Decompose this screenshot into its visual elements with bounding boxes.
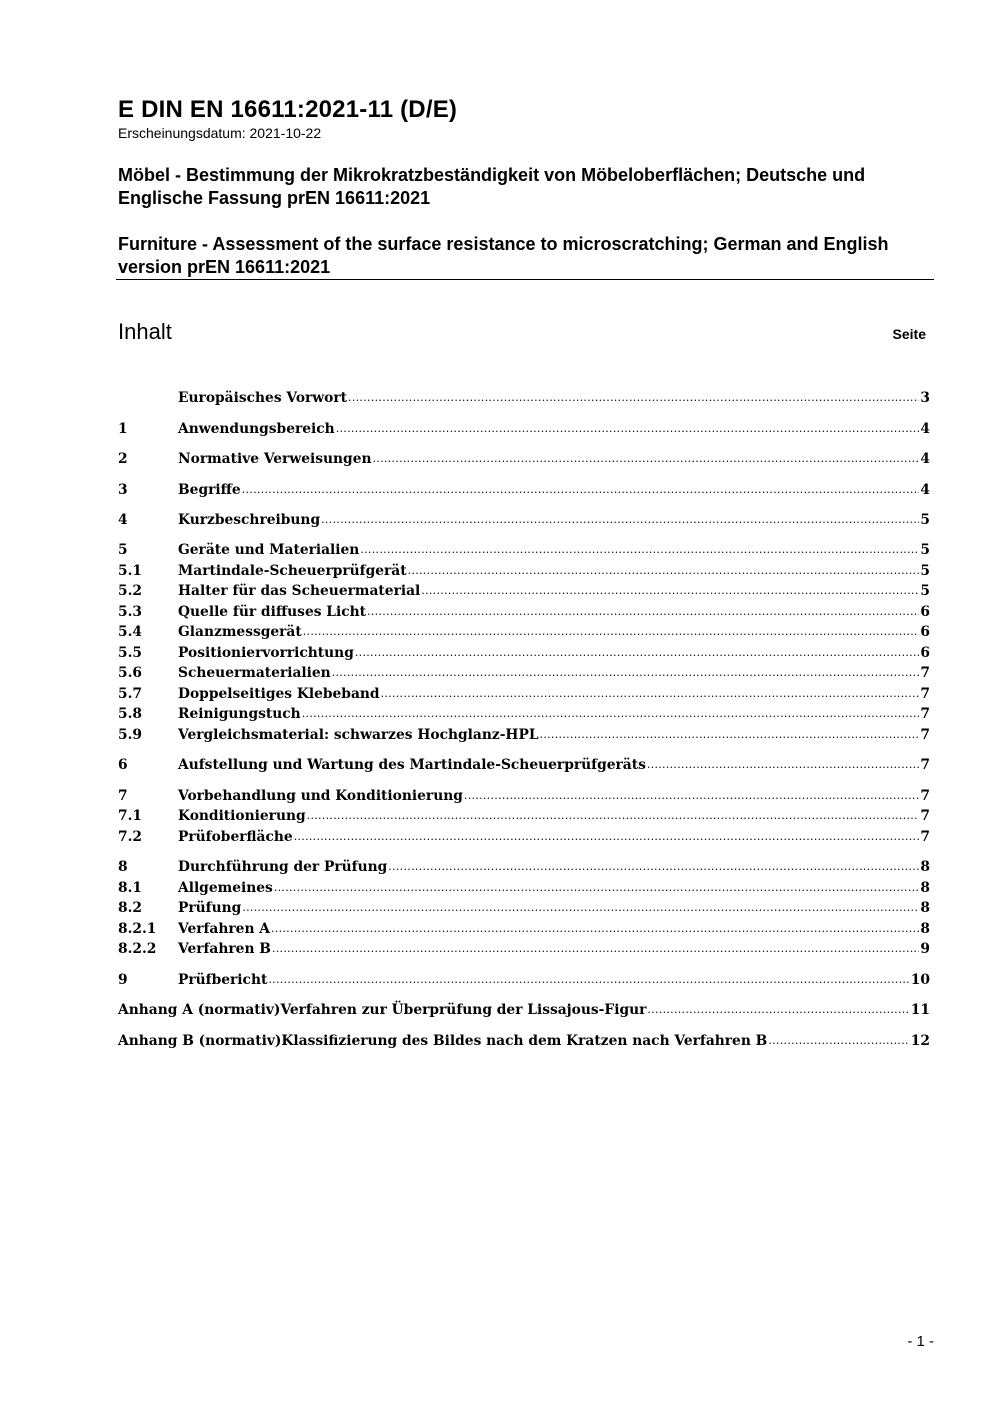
toc-entry-page: 7 bbox=[920, 686, 930, 702]
toc-dot-leader bbox=[373, 450, 920, 468]
toc-dot-leader bbox=[242, 899, 919, 917]
toc-entry-number: 5.6 bbox=[118, 665, 143, 681]
toc-dot-leader bbox=[303, 623, 920, 641]
toc-entry[interactable] bbox=[118, 999, 930, 1019]
toc-entry-page: 5 bbox=[920, 512, 930, 528]
toc-entry-title: Kurzbeschreibung bbox=[178, 512, 321, 528]
toc-entry[interactable] bbox=[118, 683, 930, 703]
toc-entry[interactable] bbox=[118, 418, 930, 438]
toc-dot-leader bbox=[321, 511, 919, 529]
toc-entry-title: Verfahren A bbox=[178, 921, 270, 937]
toc-entry-number: 5.1 bbox=[118, 563, 143, 579]
toc-entry-title: Halter für das Scheuermaterial bbox=[178, 583, 421, 599]
document-id: E DIN EN 16611:2021-11 (D/E) bbox=[118, 96, 458, 123]
toc-entry[interactable] bbox=[118, 805, 930, 825]
toc-entry-page: 6 bbox=[920, 604, 930, 620]
toc-entry-title: Aufstellung und Wartung des Martindale-Scheuerprüfgeräts bbox=[178, 757, 646, 773]
toc-entry-title: Verfahren B bbox=[178, 941, 271, 957]
toc-entry-number: 5.5 bbox=[118, 645, 143, 661]
toc-dot-leader bbox=[242, 481, 920, 499]
toc-dot-leader bbox=[307, 807, 920, 825]
toc-entry[interactable] bbox=[118, 509, 930, 529]
toc-dot-leader bbox=[647, 1001, 909, 1019]
toc-entry[interactable] bbox=[118, 856, 930, 876]
toc-entry[interactable] bbox=[118, 560, 930, 580]
toc-entry-number: 9 bbox=[118, 972, 128, 988]
toc-dot-leader bbox=[302, 705, 920, 723]
toc-entry[interactable] bbox=[118, 724, 930, 744]
toc-dot-leader bbox=[388, 858, 919, 876]
toc-entry-page: 7 bbox=[920, 757, 930, 773]
toc-entry-title: Martindale-Scheuerprüfgerät bbox=[178, 563, 407, 579]
toc-entry[interactable] bbox=[118, 662, 930, 682]
toc-entry-title: Scheuermaterialien bbox=[178, 665, 331, 681]
toc-entry-number: 8.2 bbox=[118, 900, 143, 916]
toc-entry-number: 2 bbox=[118, 451, 128, 467]
toc-dot-leader bbox=[268, 971, 909, 989]
toc-entry-page: 11 bbox=[910, 1002, 930, 1018]
toc-entry-title: Europäisches Vorwort bbox=[178, 390, 348, 406]
toc-entry[interactable] bbox=[118, 387, 930, 407]
title-divider bbox=[116, 279, 934, 280]
toc-entry[interactable] bbox=[118, 897, 930, 917]
toc-dot-leader bbox=[294, 828, 920, 846]
toc-entry[interactable] bbox=[118, 601, 930, 621]
toc-entry[interactable] bbox=[118, 479, 930, 499]
toc-entry-number: 7.1 bbox=[118, 808, 143, 824]
toc-entry-number: 5.2 bbox=[118, 583, 143, 599]
toc-dot-leader bbox=[272, 940, 919, 958]
toc-entry-title: Konditionierung bbox=[178, 808, 306, 824]
toc-entry-number: Anhang B (normativ) bbox=[118, 1033, 282, 1049]
toc-entry-number: 5.3 bbox=[118, 604, 143, 620]
toc-entry[interactable] bbox=[118, 642, 930, 662]
toc-entry-title: Vergleichsmaterial: schwarzes Hochglanz-HPL bbox=[178, 727, 539, 743]
toc-entry[interactable] bbox=[118, 580, 930, 600]
toc-dot-leader bbox=[355, 644, 920, 662]
toc-dot-leader bbox=[647, 756, 920, 774]
toc-entry-page: 5 bbox=[920, 563, 930, 579]
toc-entry-page: 7 bbox=[920, 808, 930, 824]
toc-entry-title: Quelle für diffuses Licht bbox=[178, 604, 367, 620]
toc-entry-page: 12 bbox=[910, 1033, 930, 1049]
toc-entry-page: 7 bbox=[920, 727, 930, 743]
toc-entry-title: Durchführung der Prüfung bbox=[178, 859, 388, 875]
toc-dot-leader bbox=[381, 685, 920, 703]
toc-entry-page: 3 bbox=[920, 390, 930, 406]
toc-entry[interactable] bbox=[118, 448, 930, 468]
toc-entry-page: 6 bbox=[920, 624, 930, 640]
toc-entry-page: 5 bbox=[920, 583, 930, 599]
toc-entry[interactable] bbox=[118, 754, 930, 774]
toc-entry-number: 3 bbox=[118, 482, 128, 498]
toc-entry-page: 5 bbox=[920, 542, 930, 558]
toc-dot-leader bbox=[336, 420, 920, 438]
toc-entry-title: Anwendungsbereich bbox=[178, 421, 335, 437]
toc-entry[interactable] bbox=[118, 938, 930, 958]
toc-entry-title: Doppelseitiges Klebeband bbox=[178, 686, 380, 702]
toc-dot-leader bbox=[274, 879, 920, 897]
toc-entry-title: Klassifizierung des Bildes nach dem Kratzen nach Verfahren B bbox=[281, 1033, 768, 1049]
toc-entry-number: 8.2.1 bbox=[118, 921, 157, 937]
toc-dot-leader bbox=[367, 603, 919, 621]
toc-entry-page: 8 bbox=[920, 880, 930, 896]
toc-page-label: Seite bbox=[892, 326, 926, 342]
toc-entry-page: 8 bbox=[920, 859, 930, 875]
toc-dot-leader bbox=[408, 562, 920, 580]
toc-dot-leader bbox=[271, 920, 919, 938]
toc-entry-page: 6 bbox=[920, 645, 930, 661]
toc-entry-number: 8.2.2 bbox=[118, 941, 157, 957]
toc-entry[interactable] bbox=[118, 918, 930, 938]
toc-entry-page: 4 bbox=[920, 482, 930, 498]
toc-dot-leader bbox=[540, 726, 920, 744]
toc-entry-title: Geräte und Materialien bbox=[178, 542, 360, 558]
toc-entry[interactable] bbox=[118, 969, 930, 989]
toc-entry-page: 8 bbox=[920, 900, 930, 916]
toc-entry-title: Verfahren zur Überprüfung der Lissajous-Figur bbox=[280, 1002, 647, 1018]
toc-entry-page: 7 bbox=[920, 706, 930, 722]
toc-entry-number: 5.9 bbox=[118, 727, 143, 743]
toc-dot-leader bbox=[421, 582, 919, 600]
toc-entry-title: Normative Verweisungen bbox=[178, 451, 372, 467]
title-english: Furniture - Assessment of the surface resistance to microscratching; German and English version prEN 16611:2021 bbox=[118, 234, 889, 277]
toc-dot-leader bbox=[332, 664, 920, 682]
toc-entry-title: Begriffe bbox=[178, 482, 241, 498]
toc-entry-page: 10 bbox=[910, 972, 930, 988]
publication-date: Erscheinungsdatum: 2021-10-22 bbox=[118, 125, 322, 141]
toc-entry[interactable] bbox=[118, 703, 930, 723]
toc-entry[interactable] bbox=[118, 539, 930, 559]
toc-entry-page: 9 bbox=[920, 941, 930, 957]
toc-entry-title: Prüfbericht bbox=[178, 972, 268, 988]
toc-entry-number: 7 bbox=[118, 788, 128, 804]
toc-entry[interactable] bbox=[118, 621, 930, 641]
toc-dot-leader bbox=[768, 1032, 909, 1050]
title-german: Möbel - Bestimmung der Mikrokratzbeständigkeit von Möbeloberflächen; Deutsche und Englische Fassung prEN 16611:2021 bbox=[118, 165, 866, 208]
toc-entry-number: 5.8 bbox=[118, 706, 143, 722]
toc-entry-page: 8 bbox=[920, 921, 930, 937]
page-number: - 1 - bbox=[907, 1333, 934, 1350]
toc-entry-number: 8.1 bbox=[118, 880, 143, 896]
toc-entry[interactable] bbox=[118, 877, 930, 897]
toc-entry[interactable] bbox=[118, 826, 930, 846]
toc-entry-number: 1 bbox=[118, 421, 128, 437]
toc-entry-number: Anhang A (normativ) bbox=[118, 1002, 281, 1018]
toc-entry-number: 5.4 bbox=[118, 624, 143, 640]
toc-entry-title: Glanzmessgerät bbox=[178, 624, 302, 640]
toc-entry-title: Prüfung bbox=[178, 900, 242, 916]
toc-entry-page: 7 bbox=[920, 665, 930, 681]
toc-entry[interactable] bbox=[118, 785, 930, 805]
toc-dot-leader bbox=[348, 389, 919, 407]
toc-entry-page: 4 bbox=[920, 451, 930, 467]
toc-entry-number: 5.7 bbox=[118, 686, 143, 702]
toc-entry-number: 6 bbox=[118, 757, 128, 773]
toc-entry-number: 5 bbox=[118, 542, 128, 558]
toc-entry-title: Vorbehandlung und Konditionierung bbox=[178, 788, 463, 804]
toc-entry-title: Reinigungstuch bbox=[178, 706, 301, 722]
toc-entry-number: 7.2 bbox=[118, 829, 143, 845]
toc-entry-title: Prüfoberfläche bbox=[178, 829, 293, 845]
toc-entry-page: 7 bbox=[920, 788, 930, 804]
toc-heading: Inhalt bbox=[118, 319, 172, 344]
toc-entry-page: 4 bbox=[920, 421, 930, 437]
toc-entry-page: 7 bbox=[920, 829, 930, 845]
toc-dot-leader bbox=[360, 541, 919, 559]
toc-entry[interactable] bbox=[118, 1030, 930, 1050]
toc-entry-number: 4 bbox=[118, 512, 128, 528]
toc-entry-title: Positioniervorrichtung bbox=[178, 645, 354, 661]
toc-entry-title: Allgemeines bbox=[178, 880, 273, 896]
toc-entry-number: 8 bbox=[118, 859, 128, 875]
toc-dot-leader bbox=[464, 787, 919, 805]
